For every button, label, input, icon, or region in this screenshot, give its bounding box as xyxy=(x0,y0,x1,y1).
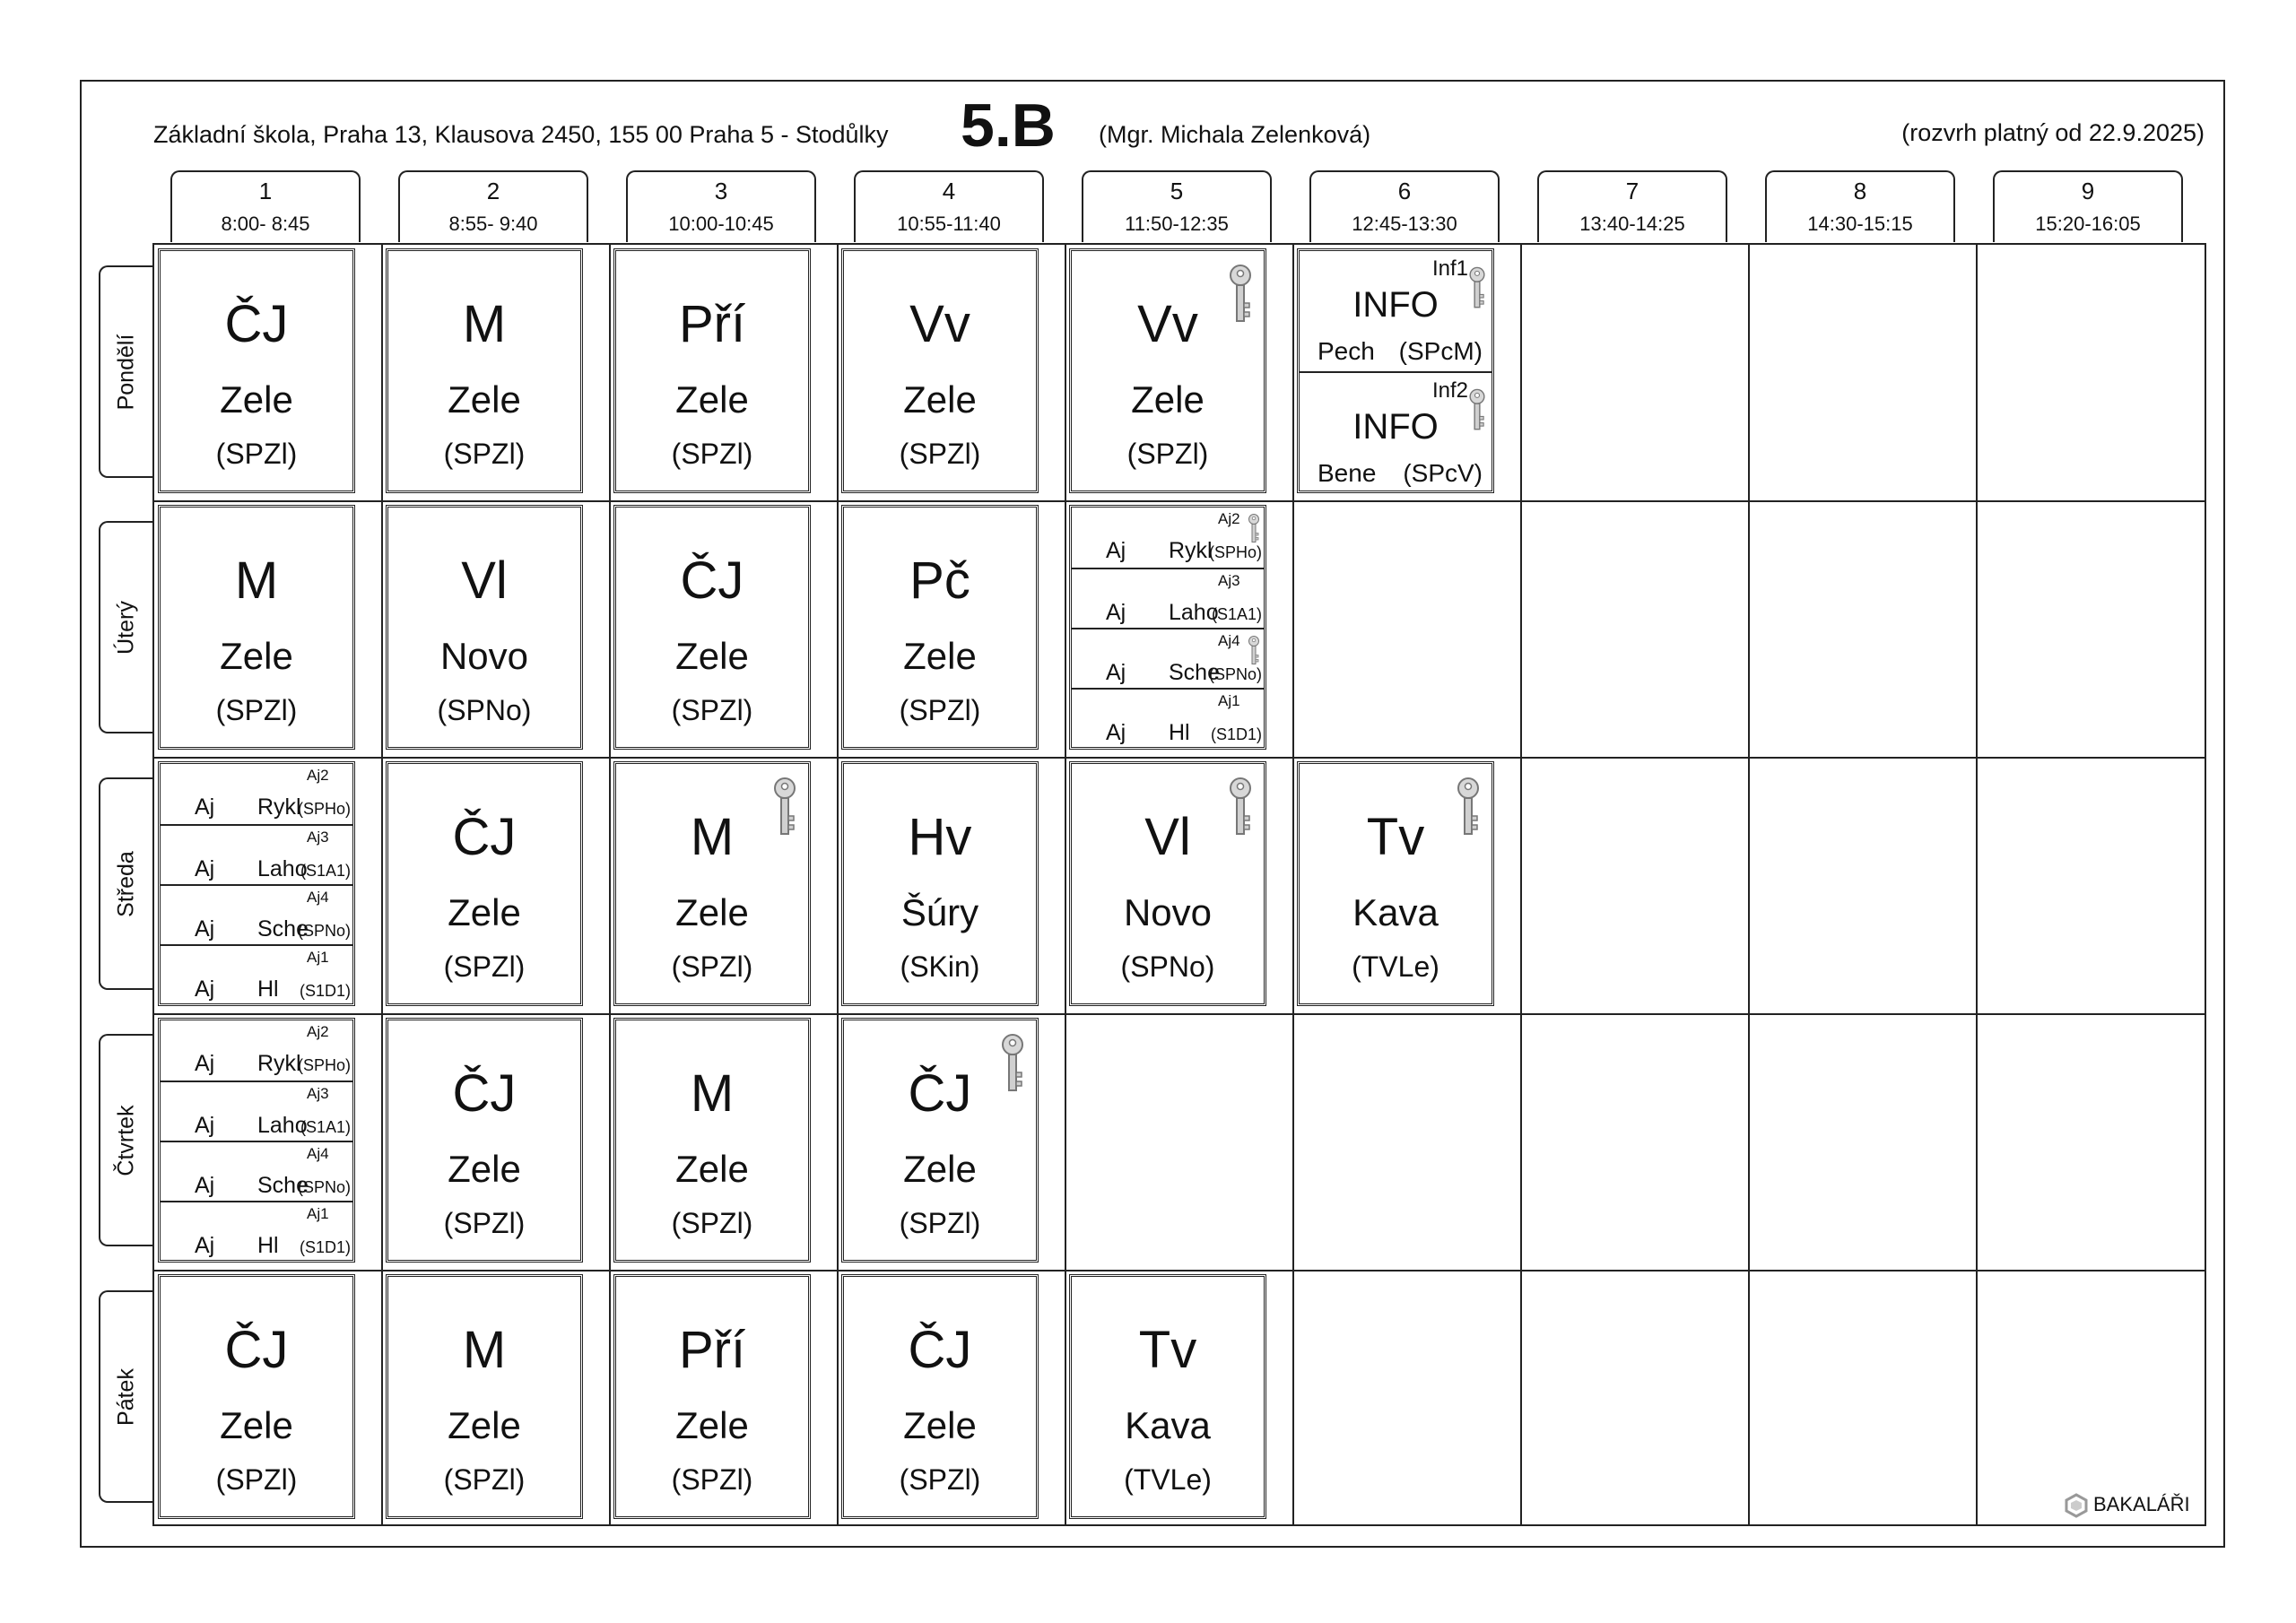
group-teacher: Rykl xyxy=(1169,538,1213,563)
lesson-teacher: Zele xyxy=(1131,378,1205,421)
lesson-card[interactable] xyxy=(1069,248,1266,493)
group-room: (S1D1) xyxy=(1210,725,1262,743)
grid-line xyxy=(381,245,383,1524)
lesson-room: (SPZl) xyxy=(899,1463,981,1496)
day-label: Středa xyxy=(113,850,139,917)
group-name: Aj1 xyxy=(1218,692,1240,709)
lesson-teacher: Zele xyxy=(903,1404,977,1446)
lesson-subject: ČJ xyxy=(224,295,289,353)
lesson-card[interactable] xyxy=(386,1018,583,1263)
lesson-room: (TVLe) xyxy=(1124,1463,1212,1496)
lesson-room: (SPZl) xyxy=(443,438,526,470)
lesson-room: (SPZl) xyxy=(671,1463,753,1496)
period-number: 2 xyxy=(486,178,500,204)
group-name: Aj3 xyxy=(307,829,329,846)
lesson-subject: Pč xyxy=(909,551,970,610)
lesson-subject: ČJ xyxy=(908,1321,972,1379)
lesson-subject: M xyxy=(462,1321,507,1379)
period-header-1 xyxy=(170,170,361,242)
period-time: 12:45-13:30 xyxy=(1352,213,1457,235)
period-time: 10:55-11:40 xyxy=(897,213,1001,235)
lesson-card[interactable] xyxy=(613,248,811,493)
lesson-teacher: Zele xyxy=(903,635,977,677)
lesson-card[interactable] xyxy=(386,761,583,1006)
group-room: (S1D1) xyxy=(299,1238,351,1256)
group-subject: Aj xyxy=(195,976,215,1002)
lesson-card[interactable] xyxy=(841,761,1039,1006)
lesson-subject: Pří xyxy=(678,295,746,353)
lesson-card[interactable] xyxy=(386,1274,583,1519)
lesson-teacher: Kava xyxy=(1125,1404,1211,1446)
lesson-teacher: Zele xyxy=(448,891,521,933)
day-tab-thursday xyxy=(99,1034,152,1246)
lesson-room: (SPZl) xyxy=(1126,438,1209,470)
lesson-teacher: Zele xyxy=(448,378,521,421)
group-teacher: Bene xyxy=(1318,459,1377,487)
lesson-room: (SPZl) xyxy=(671,694,753,726)
period-header-3 xyxy=(626,170,816,242)
lesson-subject: Vl xyxy=(1144,808,1191,866)
group-teacher: Laho xyxy=(257,1113,308,1138)
key-icon xyxy=(1248,513,1260,545)
period-number: 1 xyxy=(258,178,273,204)
group-room: (S1A1) xyxy=(300,1118,351,1136)
lesson-room: (SPZl) xyxy=(671,950,753,983)
group-subject: INFO xyxy=(1352,407,1439,447)
group-teacher: Laho xyxy=(257,856,308,881)
group-subject: Aj xyxy=(195,1233,215,1258)
grid-line xyxy=(1748,245,1750,1524)
lesson-teacher: Zele xyxy=(448,1404,521,1446)
lesson-room: (SPZl) xyxy=(671,1207,753,1239)
grid-line xyxy=(1976,245,1978,1524)
period-time: 8:55- 9:40 xyxy=(448,213,538,235)
group-row xyxy=(161,1141,352,1202)
lesson-subject: Pří xyxy=(678,1321,746,1379)
lesson-subject: M xyxy=(690,1064,735,1123)
group-room: (SPcV) xyxy=(1403,459,1483,487)
lesson-subject: ČJ xyxy=(908,1064,972,1123)
lesson-subject: M xyxy=(690,808,735,866)
group-row xyxy=(1072,628,1264,690)
period-header-4 xyxy=(854,170,1044,242)
lesson-subject: M xyxy=(462,295,507,353)
group-room: (SPHo) xyxy=(1208,543,1262,561)
period-time: 8:00- 8:45 xyxy=(221,213,310,235)
group-subject: Aj xyxy=(195,856,215,881)
class-name: 5.B xyxy=(961,91,1056,160)
group-subject: Aj xyxy=(1106,538,1126,563)
group-row xyxy=(1300,371,1492,493)
group-row xyxy=(161,1201,352,1263)
lesson-room: (SKin) xyxy=(900,950,980,983)
lesson-teacher: Zele xyxy=(448,1148,521,1190)
group-subject: Aj xyxy=(1106,720,1126,745)
lesson-teacher: Zele xyxy=(220,378,293,421)
lesson-room: (SPZl) xyxy=(899,1207,981,1239)
group-room: (S1D1) xyxy=(299,982,351,1000)
lesson-teacher: Zele xyxy=(675,1404,749,1446)
group-lesson-card[interactable] xyxy=(158,1018,355,1263)
lesson-subject: ČJ xyxy=(452,808,517,866)
group-lesson-card[interactable] xyxy=(158,761,355,1006)
group-room: (S1A1) xyxy=(300,862,351,880)
group-teacher: Laho xyxy=(1169,600,1219,625)
lesson-card[interactable] xyxy=(158,1274,355,1519)
lesson-teacher: Zele xyxy=(675,635,749,677)
grid-line xyxy=(154,757,2205,759)
grid-line xyxy=(837,245,839,1524)
group-row xyxy=(161,884,352,946)
day-tab-wednesday xyxy=(99,777,152,990)
period-number: 5 xyxy=(1170,178,1184,204)
lesson-card[interactable] xyxy=(841,248,1039,493)
group-name: Aj4 xyxy=(307,889,329,906)
period-time: 13:40-14:25 xyxy=(1579,213,1685,235)
lesson-card[interactable] xyxy=(613,1018,811,1263)
period-number: 3 xyxy=(714,178,728,204)
period-header-8 xyxy=(1765,170,1955,242)
period-number: 4 xyxy=(942,178,956,204)
lesson-subject: Vl xyxy=(461,551,508,610)
lesson-card[interactable] xyxy=(613,505,811,750)
lesson-teacher: Novo xyxy=(1123,891,1213,933)
group-teacher: Rykl xyxy=(257,1051,301,1076)
group-name: Aj2 xyxy=(307,767,329,784)
day-tab-tuesday xyxy=(99,521,152,733)
group-name: Aj3 xyxy=(307,1085,329,1102)
group-name: Aj4 xyxy=(1218,632,1240,649)
group-row xyxy=(161,1081,352,1142)
period-number: 6 xyxy=(1397,178,1412,204)
group-teacher: Hl xyxy=(257,976,279,1002)
lesson-card[interactable] xyxy=(841,1274,1039,1519)
lesson-card[interactable] xyxy=(158,505,355,750)
group-teacher: Rykl xyxy=(257,794,301,820)
group-row xyxy=(161,824,352,886)
lesson-room: (SPZl) xyxy=(215,1463,298,1496)
group-room: (SPNo) xyxy=(297,922,351,940)
lesson-room: (TVLe) xyxy=(1352,950,1439,983)
lesson-subject: Tv xyxy=(1138,1321,1197,1379)
group-subject: Aj xyxy=(195,1051,215,1076)
group-subject: Aj xyxy=(195,916,215,942)
group-teacher: Sche xyxy=(257,1173,309,1198)
lesson-teacher: Zele xyxy=(675,891,749,933)
lesson-room: (SPZl) xyxy=(443,1207,526,1239)
day-label: Pátek xyxy=(113,1367,139,1426)
period-time: 11:50-12:35 xyxy=(1125,213,1229,235)
day-label: Úterý xyxy=(113,600,139,655)
group-name: Aj1 xyxy=(307,949,329,966)
group-room: (SPcM) xyxy=(1398,337,1483,365)
group-lesson-card[interactable] xyxy=(1297,248,1494,493)
group-room: (SPHo) xyxy=(297,800,351,818)
group-room: (SPNo) xyxy=(297,1178,351,1196)
lesson-card[interactable] xyxy=(158,248,355,493)
group-subject: INFO xyxy=(1352,285,1439,325)
group-name: Inf1 xyxy=(1431,256,1468,281)
grid-line xyxy=(1065,245,1066,1524)
lesson-subject: M xyxy=(234,551,279,610)
group-name: Aj2 xyxy=(307,1023,329,1040)
lesson-teacher: Zele xyxy=(675,378,749,421)
lesson-room: (SPZl) xyxy=(899,694,981,726)
group-lesson-card[interactable] xyxy=(1069,505,1266,750)
period-header-9 xyxy=(1993,170,2183,242)
day-tab-friday xyxy=(99,1290,152,1503)
period-header-5 xyxy=(1082,170,1272,242)
school-name: Základní škola, Praha 13, Klausova 2450, 155 00 Praha 5 - Stodůlky xyxy=(153,121,889,148)
period-time: 14:30-15:15 xyxy=(1807,213,1913,235)
lesson-card[interactable] xyxy=(1069,761,1266,1006)
period-header-7 xyxy=(1537,170,1727,242)
group-teacher: Pech xyxy=(1318,337,1375,365)
group-row xyxy=(1072,568,1264,629)
lesson-teacher: Šúry xyxy=(900,891,979,933)
group-teacher: Sche xyxy=(257,916,309,942)
group-row xyxy=(161,1020,352,1081)
day-label: Čtvrtek xyxy=(113,1104,139,1176)
lesson-subject: Vv xyxy=(1137,295,1198,353)
lesson-teacher: Zele xyxy=(675,1148,749,1190)
validity-date: (rozvrh platný od 22.9.2025) xyxy=(1901,119,2205,146)
group-name: Aj4 xyxy=(307,1145,329,1162)
lesson-teacher: Zele xyxy=(220,635,293,677)
lesson-teacher: Kava xyxy=(1352,891,1439,933)
grid-line xyxy=(1520,245,1522,1524)
lesson-subject: ČJ xyxy=(680,551,744,610)
group-name: Aj3 xyxy=(1218,572,1240,589)
lesson-room: (SPZl) xyxy=(443,1463,526,1496)
group-subject: Aj xyxy=(195,794,215,820)
group-name: Aj1 xyxy=(307,1205,329,1222)
lesson-room: (SPZl) xyxy=(671,438,753,470)
lesson-subject: ČJ xyxy=(224,1321,289,1379)
lesson-card[interactable] xyxy=(613,761,811,1006)
group-row xyxy=(161,944,352,1006)
bakalari-logo-icon xyxy=(2065,1493,2088,1518)
lesson-teacher: Zele xyxy=(903,378,977,421)
lesson-room: (SPZl) xyxy=(215,694,298,726)
key-icon xyxy=(1248,635,1260,667)
lesson-card[interactable] xyxy=(1069,1274,1266,1519)
day-label: Pondělí xyxy=(113,334,139,410)
group-room: (SPNo) xyxy=(1208,665,1262,683)
day-tab-monday xyxy=(99,265,152,478)
lesson-room: (SPZl) xyxy=(899,438,981,470)
group-subject: Aj xyxy=(195,1113,215,1138)
group-subject: Aj xyxy=(195,1173,215,1198)
group-subject: Aj xyxy=(1106,660,1126,685)
grid-line xyxy=(154,1270,2205,1271)
lesson-card[interactable] xyxy=(841,1018,1039,1263)
lesson-room: (SPNo) xyxy=(437,694,532,726)
lesson-subject: Tv xyxy=(1366,808,1425,866)
group-name: Inf2 xyxy=(1431,378,1468,403)
lesson-card[interactable] xyxy=(841,505,1039,750)
lesson-room: (SPZl) xyxy=(215,438,298,470)
class-teacher: (Mgr. Michala Zelenková) xyxy=(1099,121,1371,148)
group-room: (SPHo) xyxy=(297,1056,351,1074)
period-time: 10:00-10:45 xyxy=(668,213,774,235)
group-row xyxy=(1072,508,1264,568)
group-subject: Aj xyxy=(1106,600,1126,625)
period-time: 15:20-16:05 xyxy=(2035,213,2141,235)
grid-line xyxy=(154,500,2205,502)
brand-logo xyxy=(2065,1493,2190,1518)
brand-name: BAKALÁŘI xyxy=(2093,1493,2190,1515)
grid-line xyxy=(609,245,611,1524)
group-row xyxy=(1072,688,1264,750)
lesson-card[interactable] xyxy=(386,248,583,493)
lesson-card[interactable] xyxy=(1297,761,1494,1006)
lesson-teacher: Zele xyxy=(903,1148,977,1190)
period-number: 7 xyxy=(1625,178,1639,204)
grid-line xyxy=(154,1013,2205,1015)
group-teacher: Hl xyxy=(1169,720,1190,745)
group-teacher: Sche xyxy=(1169,660,1220,685)
lesson-card[interactable] xyxy=(613,1274,811,1519)
period-number: 8 xyxy=(1853,178,1867,204)
lesson-subject: ČJ xyxy=(452,1064,517,1123)
lesson-subject: Vv xyxy=(909,295,970,353)
lesson-card[interactable] xyxy=(386,505,583,750)
lesson-teacher: Zele xyxy=(220,1404,293,1446)
group-row xyxy=(1300,251,1492,371)
group-teacher: Hl xyxy=(257,1233,279,1258)
lesson-teacher: Novo xyxy=(439,635,529,677)
group-row xyxy=(161,764,352,824)
period-header-2 xyxy=(398,170,588,242)
lesson-room: (SPZl) xyxy=(443,950,526,983)
group-room: (S1A1) xyxy=(1211,605,1262,623)
period-number: 9 xyxy=(2081,178,2095,204)
group-name: Aj2 xyxy=(1218,510,1240,527)
lesson-room: (SPNo) xyxy=(1120,950,1215,983)
grid-line xyxy=(1292,245,1294,1524)
period-header-6 xyxy=(1309,170,1500,242)
lesson-subject: Hv xyxy=(908,808,972,866)
